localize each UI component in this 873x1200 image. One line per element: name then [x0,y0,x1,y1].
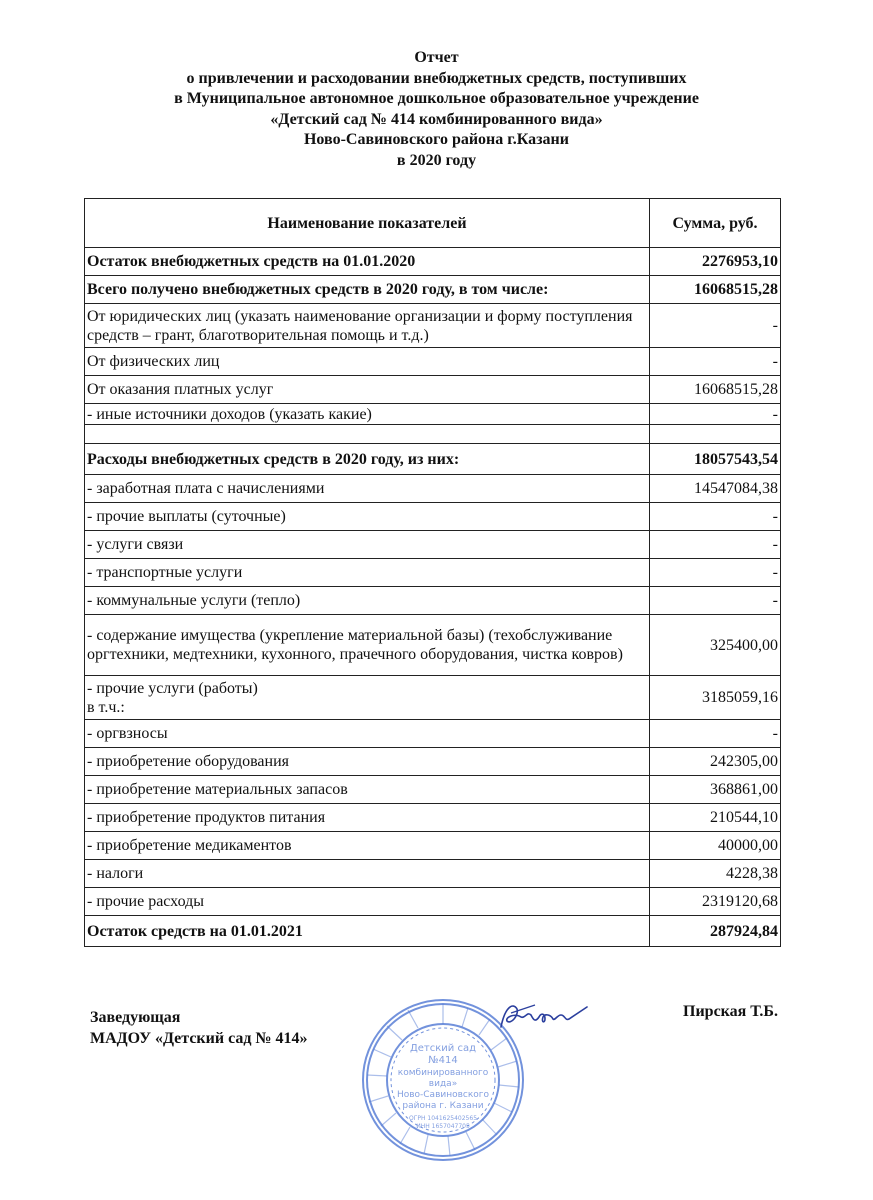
row-name: - услуги связи [85,531,650,559]
title-line: о привлечении и расходовании внебюджетных средств, поступивших [186,69,687,87]
row-amount: - [650,348,781,376]
table-row [85,248,781,276]
table-row [85,720,781,748]
row-name: От юридических лиц (указать наименование организации и форму поступления средств – грант, благотворительная помощь и т.д.) [85,304,650,348]
row-name: - заработная плата с начислениями [85,475,650,503]
title-line: Ново-Савиновского района г.Казани [303,131,569,148]
table-row [85,587,781,615]
position-line: Заведующая [90,1009,181,1026]
row-name: - транспортные услуги [85,559,650,587]
row-name: - приобретение оборудования [85,748,650,776]
row-name: - коммунальные услуги (тепло) [85,587,650,615]
row-name: - налоги [85,860,650,888]
svg-text:ОГРН 1041625402565: ОГРН 1041625402565 [408,1115,478,1122]
row-amount: 287924,84 [650,916,781,947]
table-row [85,776,781,804]
table-row [85,615,781,676]
column-header-name: Наименование показателей [85,199,650,248]
row-amount-empty [650,425,781,444]
row-name [85,676,650,720]
row-name: - прочие расходы [85,888,650,916]
row-amount: - [650,559,781,587]
position-line: МАДОУ «Детский сад № 414» [90,1030,308,1047]
row-name-line: - прочие услуги (работы) [87,679,258,697]
svg-text:Ново-Савиновского: Ново-Савиновского [396,1090,490,1100]
row-name: - оргвзносы [85,720,650,748]
table-row [85,444,781,475]
table-row [85,676,781,720]
table-header-row [85,199,781,248]
row-name: От физических лиц [85,348,650,376]
svg-text:района г. Казани: района г. Казани [402,1101,484,1111]
row-amount: 368861,00 [650,776,781,804]
row-name-empty [85,425,650,444]
row-amount: 3185059,16 [650,676,781,720]
row-name: - приобретение материальных запасов [85,776,650,804]
title-line: в Муниципальное автономное дошкольное образовательное учреждение [174,90,699,107]
signature-block [0,995,873,1175]
table-row-empty [85,425,781,444]
table-row [85,804,781,832]
row-name: - прочие выплаты (суточные) [85,503,650,531]
row-amount: 242305,00 [650,748,781,776]
report-title [0,48,873,171]
row-amount: - [650,503,781,531]
row-name: - приобретение медикаментов [85,832,650,860]
row-amount: 4228,38 [650,860,781,888]
row-name-line: в т.ч.: [87,698,125,716]
title-line: в 2020 году [396,151,477,169]
table-row [85,276,781,304]
table-row [85,376,781,404]
table-row [85,748,781,776]
table-row [85,348,781,376]
handwritten-signature-icon [495,997,590,1037]
row-amount: - [650,531,781,559]
row-name: - содержание имущества (укрепление материальной базы) (техобслуживание оргтехники, медтехники, кухонного, прачечного оборудования, чистка ковров) [85,615,650,676]
table-row [85,860,781,888]
table-row [85,304,781,348]
row-amount: - [650,304,781,348]
row-amount: 16068515,28 [650,276,781,304]
signatory-name: Пирская Т.Б. [683,1003,778,1020]
row-amount: 16068515,28 [650,376,781,404]
row-name: - приобретение продуктов питания [85,804,650,832]
table-row [85,559,781,587]
row-name: Остаток средств на 01.01.2021 [85,916,650,947]
table-row [85,832,781,860]
row-amount: 325400,00 [650,615,781,676]
table-row [85,503,781,531]
row-amount: 40000,00 [650,832,781,860]
svg-text:вида»: вида» [428,1079,458,1089]
row-name: Расходы внебюджетных средств в 2020 году, из них: [85,444,650,475]
table-row [85,916,781,947]
title-line: «Детский сад № 414 комбинированного вида» [270,110,603,128]
svg-text:ИНН 1657047705: ИНН 1657047705 [416,1123,470,1130]
svg-text:№414: №414 [428,1055,458,1066]
row-amount: - [650,404,781,425]
row-amount: - [650,720,781,748]
svg-text:комбинированного: комбинированного [397,1068,489,1078]
row-name: От оказания платных услуг [85,376,650,404]
row-amount: 18057543,54 [650,444,781,475]
row-name: Остаток внебюджетных средств на 01.01.2020 [85,248,650,276]
table-row [85,404,781,425]
row-name: - иные источники доходов (указать какие) [85,404,650,425]
column-header-amount: Сумма, руб. [650,199,781,248]
row-amount: 14547084,38 [650,475,781,503]
table-row [85,475,781,503]
svg-text:Детский сад: Детский сад [409,1043,477,1054]
title-line: Отчет [414,49,459,66]
table-row [85,531,781,559]
row-amount: 2319120,68 [650,888,781,916]
row-amount: 2276953,10 [650,248,781,276]
row-amount: - [650,587,781,615]
report-table [84,198,781,947]
row-amount: 210544,10 [650,804,781,832]
signatory-position [90,1007,308,1049]
row-name: Всего получено внебюджетных средств в 2020 году, в том числе: [85,276,650,304]
table-row [85,888,781,916]
